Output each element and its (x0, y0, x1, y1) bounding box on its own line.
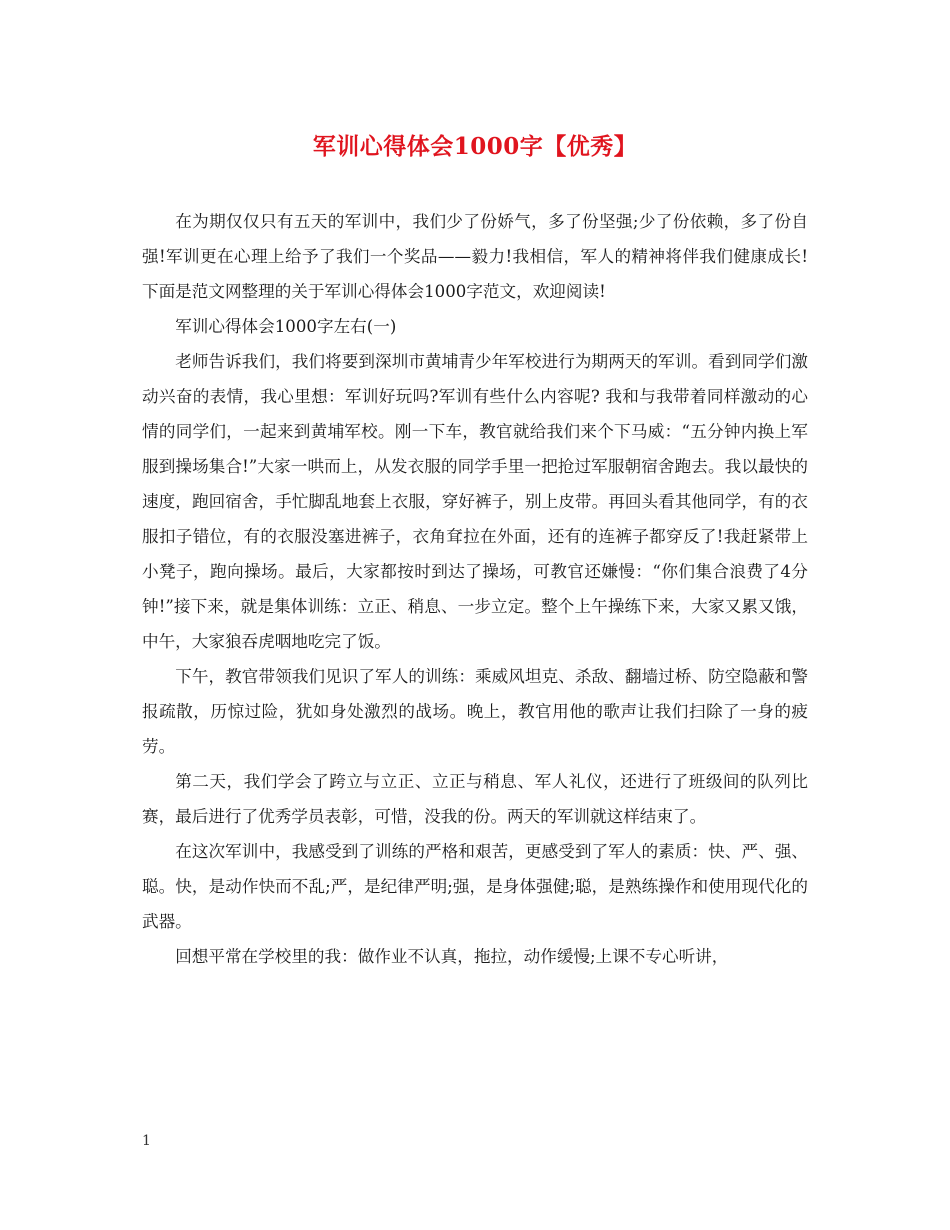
section-heading: 军训心得体会1000字左右(一) (175, 317, 397, 336)
body-paragraph: 第二天，我们学会了跨立与立正、立正与稍息、军人礼仪，还进行了班级间的队列比赛，最后进行了优秀学员表彰，可惜，没我的份。两天的军训就这样结束了。 (142, 772, 808, 826)
page-title: 军训心得体会1000字【优秀】 (312, 133, 638, 160)
intro-paragraph: 在为期仅仅只有五天的军训中，我们少了份娇气，多了份坚强;少了份依赖，多了份自强!军训更在心理上给予了我们一个奖品——毅力!我相信，军人的精神将伴我们健康成长!下面是范文网整理的关于军训心得体会1000字范文，欢迎阅读! (142, 212, 808, 301)
body-paragraph: 在这次军训中，我感受到了训练的严格和艰苦，更感受到了军人的素质：快、严、强、聪。快，是动作快而不乱;严，是纪律严明;强，是身体强健;聪，是熟练操作和使用现代化的武器。 (142, 842, 808, 931)
body-paragraph: 下午，教官带领我们见识了军人的训练：乘威风坦克、杀敌、翻墙过桥、防空隐蔽和警报疏散，历惊过险，犹如身处激烈的战场。晚上，教官用他的歌声让我们扫除了一身的疲劳。 (142, 667, 808, 756)
body-paragraph: 回想平常在学校里的我：做作业不认真，拖拉，动作缓慢;上课不专心听讲， (175, 947, 729, 966)
document-body (142, 204, 808, 974)
body-paragraph: 老师告诉我们，我们将要到深圳市黄埔青少年军校进行为期两天的军训。看到同学们激动兴奋的表情，我心里想：军训好玩吗?军训有些什么内容呢? 我和与我带着同样激动的心情的同学们，一起来到黄埔军校。刚一下车，教官就给我们来个下马威：“五分钟内换上军服到操场集合!”大家一哄而上，从发衣服的同学手里一把抢过军服朝宿舍跑去。我以最快的速度，跑回宿舍，手忙脚乱地套上衣服，穿好裤子，别上皮带。再回头看其他同学，有的衣服扣子错位，有的衣服没塞进裤子，衣角耷拉在外面，还有的连裤子都穿反了!我赶紧带上小凳子，跑向操场。最后，大家都按时到达了操场，可教官还嫌慢：“你们集合浪费了4分钟!”接下来，就是集体训练：立正、稍息、一步立定。整个上午操练下来，大家又累又饿，中午，大家狼吞虎咽地吃完了饭。 (142, 352, 808, 651)
page-number: 1 (142, 1133, 151, 1149)
